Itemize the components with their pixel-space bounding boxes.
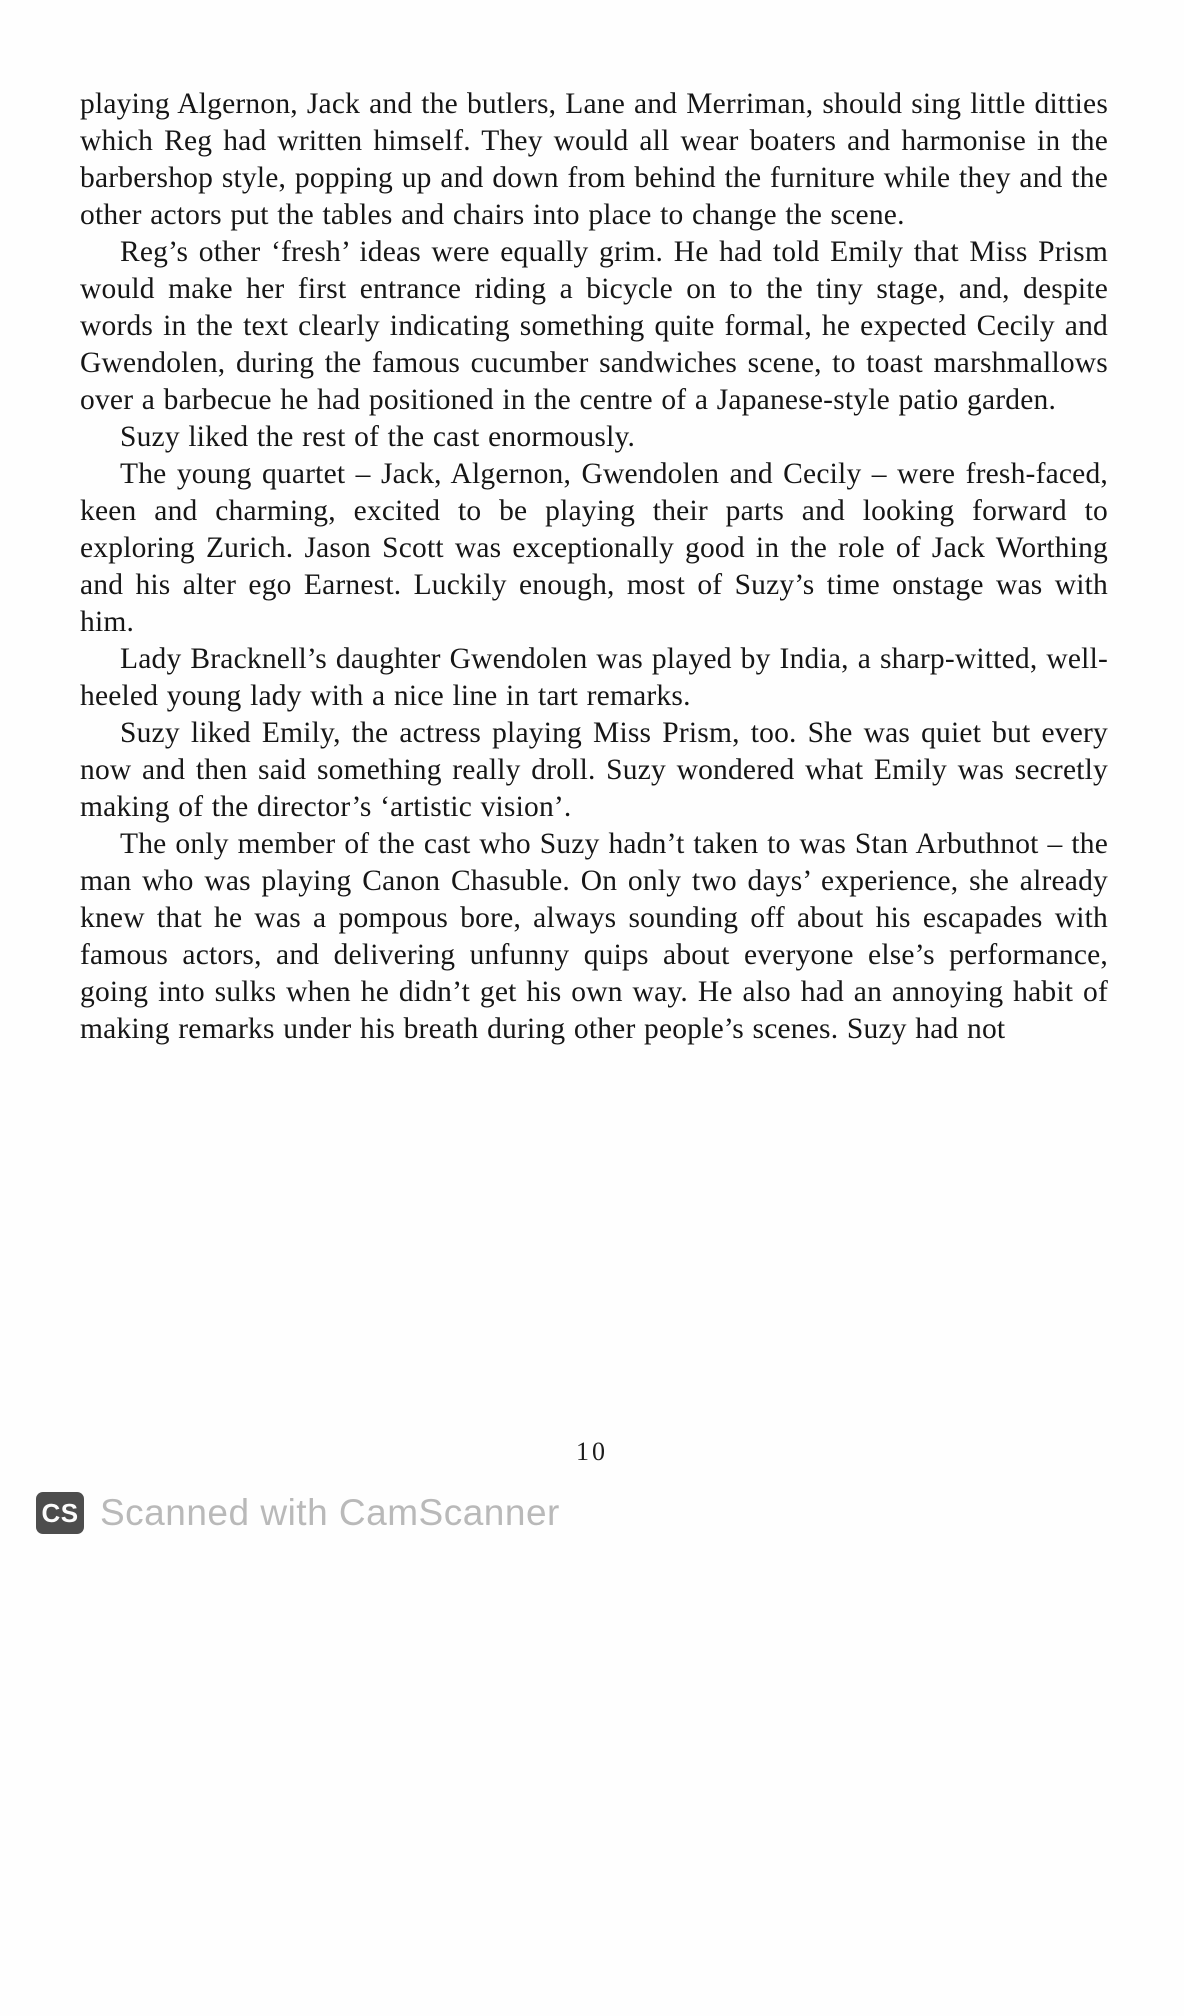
camscanner-watermark-text: Scanned with CamScanner: [100, 1492, 560, 1533]
paragraph: Lady Bracknell’s daughter Gwendolen was played by India, a sharp-witted, well-heeled young lady with a nice line in tart remarks.: [80, 643, 1108, 712]
page-number: 10: [576, 1437, 608, 1466]
paragraph: The young quartet – Jack, Algernon, Gwendolen and Cecily – were fresh-faced, keen and charming, excited to be playing their parts and looking forward to exploring Zurich. Jason Scott was exceptionally good in the role of Jack Worthing and his alter ego Earnest. Luckily enough, most of Suzy’s time onstage was with him.: [80, 458, 1108, 638]
paragraph: The only member of the cast who Suzy hadn’t taken to was Stan Arbuthnot – the man who was playing Canon Chasuble. On only two days’ experience, she already knew that he was a pompous bore, always sounding off about his escapades with famous actors, and delivering unfunny quips about everyone else’s performance, going into sulks when he didn’t get his own way. He also had an annoying habit of making remarks under his breath during other people’s scenes. Suzy had not: [80, 828, 1108, 1045]
paragraph: playing Algernon, Jack and the butlers, Lane and Merriman, should sing little ditties which Reg had written himself. They would all wear boaters and harmonise in the barbershop style, popping up and down from behind the furniture while they and the other actors put the tables and chairs into place to change the scene.: [80, 88, 1108, 231]
paragraph: Reg’s other ‘fresh’ ideas were equally grim. He had told Emily that Miss Prism would make her first entrance riding a bicycle on to the tiny stage, and, despite words in the text clearly indicating something quite formal, he expected Cecily and Gwendolen, during the famous cucumber sandwiches scene, to toast marshmallows over a barbecue he had positioned in the centre of a Japanese-style patio garden.: [80, 236, 1108, 416]
camscanner-watermark: [36, 1492, 560, 1534]
body-text: [80, 86, 1108, 1048]
paragraph: Suzy liked Emily, the actress playing Miss Prism, too. She was quiet but every now and then said something really droll. Suzy wondered what Emily was secretly making of the director’s ‘artistic vision’.: [80, 717, 1108, 823]
paragraph: Suzy liked the rest of the cast enormously.: [120, 421, 636, 453]
camscanner-logo-icon: CS: [36, 1492, 84, 1534]
